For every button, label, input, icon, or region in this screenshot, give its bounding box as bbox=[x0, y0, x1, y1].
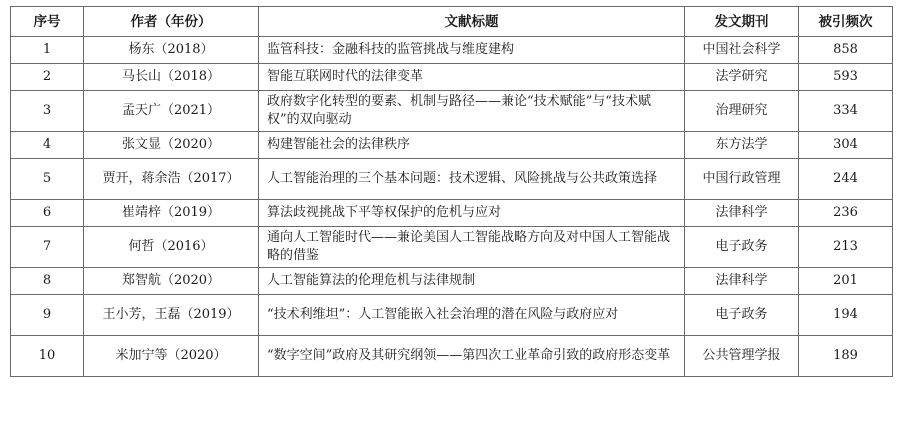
cell-title: 算法歧视挑战下平等权保护的危机与应对 bbox=[259, 200, 685, 227]
cell-author: 何哲（2016） bbox=[84, 227, 259, 268]
cell-citations: 593 bbox=[799, 64, 893, 91]
cell-no: 3 bbox=[11, 91, 84, 132]
cell-no: 4 bbox=[11, 132, 84, 159]
table-row bbox=[11, 336, 893, 377]
cell-journal: 中国行政管理 bbox=[685, 159, 799, 200]
table-row bbox=[11, 295, 893, 336]
cell-journal: 法律科学 bbox=[685, 200, 799, 227]
literature-table-container bbox=[10, 6, 892, 377]
table-row bbox=[11, 64, 893, 91]
cell-journal: 电子政务 bbox=[685, 295, 799, 336]
cell-author: 杨东（2018） bbox=[84, 37, 259, 64]
cell-title: 构建智能社会的法律秩序 bbox=[259, 132, 685, 159]
cell-title: 智能互联网时代的法律变革 bbox=[259, 64, 685, 91]
cell-title: 政府数字化转型的要素、机制与路径——兼论“技术赋能”与“技术赋权”的双向驱动 bbox=[259, 91, 685, 132]
cell-citations: 194 bbox=[799, 295, 893, 336]
table-header-row bbox=[11, 7, 893, 37]
header-author: 作者（年份） bbox=[84, 7, 259, 37]
cell-author: 贾开，蒋余浩（2017） bbox=[84, 159, 259, 200]
cell-journal: 电子政务 bbox=[685, 227, 799, 268]
cell-no: 6 bbox=[11, 200, 84, 227]
cell-journal: 东方法学 bbox=[685, 132, 799, 159]
table-row bbox=[11, 159, 893, 200]
cell-citations: 858 bbox=[799, 37, 893, 64]
table-row bbox=[11, 37, 893, 64]
cell-citations: 201 bbox=[799, 268, 893, 295]
cell-no: 2 bbox=[11, 64, 84, 91]
cell-journal: 治理研究 bbox=[685, 91, 799, 132]
cell-citations: 213 bbox=[799, 227, 893, 268]
table-row bbox=[11, 132, 893, 159]
table-row bbox=[11, 268, 893, 295]
cell-no: 10 bbox=[11, 336, 84, 377]
table-row bbox=[11, 227, 893, 268]
cell-journal: 法律科学 bbox=[685, 268, 799, 295]
cell-no: 8 bbox=[11, 268, 84, 295]
cell-citations: 236 bbox=[799, 200, 893, 227]
cell-no: 9 bbox=[11, 295, 84, 336]
cell-author: 郑智航（2020） bbox=[84, 268, 259, 295]
cell-citations: 334 bbox=[799, 91, 893, 132]
cell-no: 7 bbox=[11, 227, 84, 268]
cell-title: “数字空间”政府及其研究纲领——第四次工业革命引致的政府形态变革 bbox=[259, 336, 685, 377]
cell-author: 马长山（2018） bbox=[84, 64, 259, 91]
header-title: 文献标题 bbox=[259, 7, 685, 37]
header-citations: 被引频次 bbox=[799, 7, 893, 37]
cell-citations: 189 bbox=[799, 336, 893, 377]
table-row bbox=[11, 200, 893, 227]
cell-title: 监管科技：金融科技的监管挑战与维度建构 bbox=[259, 37, 685, 64]
header-journal: 发文期刊 bbox=[685, 7, 799, 37]
cell-no: 5 bbox=[11, 159, 84, 200]
cell-journal: 法学研究 bbox=[685, 64, 799, 91]
cell-title: 人工智能算法的伦理危机与法律规制 bbox=[259, 268, 685, 295]
cell-citations: 304 bbox=[799, 132, 893, 159]
table-row bbox=[11, 91, 893, 132]
cell-journal: 公共管理学报 bbox=[685, 336, 799, 377]
cell-title: 通向人工智能时代——兼论美国人工智能战略方向及对中国人工智能战略的借鉴 bbox=[259, 227, 685, 268]
header-no: 序号 bbox=[11, 7, 84, 37]
cell-title: 人工智能治理的三个基本问题：技术逻辑、风险挑战与公共政策选择 bbox=[259, 159, 685, 200]
cell-author: 王小芳，王磊（2019） bbox=[84, 295, 259, 336]
cell-author: 米加宁等（2020） bbox=[84, 336, 259, 377]
cell-journal: 中国社会科学 bbox=[685, 37, 799, 64]
top-cited-literature-table bbox=[10, 6, 893, 377]
cell-citations: 244 bbox=[799, 159, 893, 200]
cell-author: 崔靖梓（2019） bbox=[84, 200, 259, 227]
cell-title: “技术利维坦”：人工智能嵌入社会治理的潜在风险与政府应对 bbox=[259, 295, 685, 336]
cell-author: 孟天广（2021） bbox=[84, 91, 259, 132]
cell-no: 1 bbox=[11, 37, 84, 64]
cell-author: 张文显（2020） bbox=[84, 132, 259, 159]
